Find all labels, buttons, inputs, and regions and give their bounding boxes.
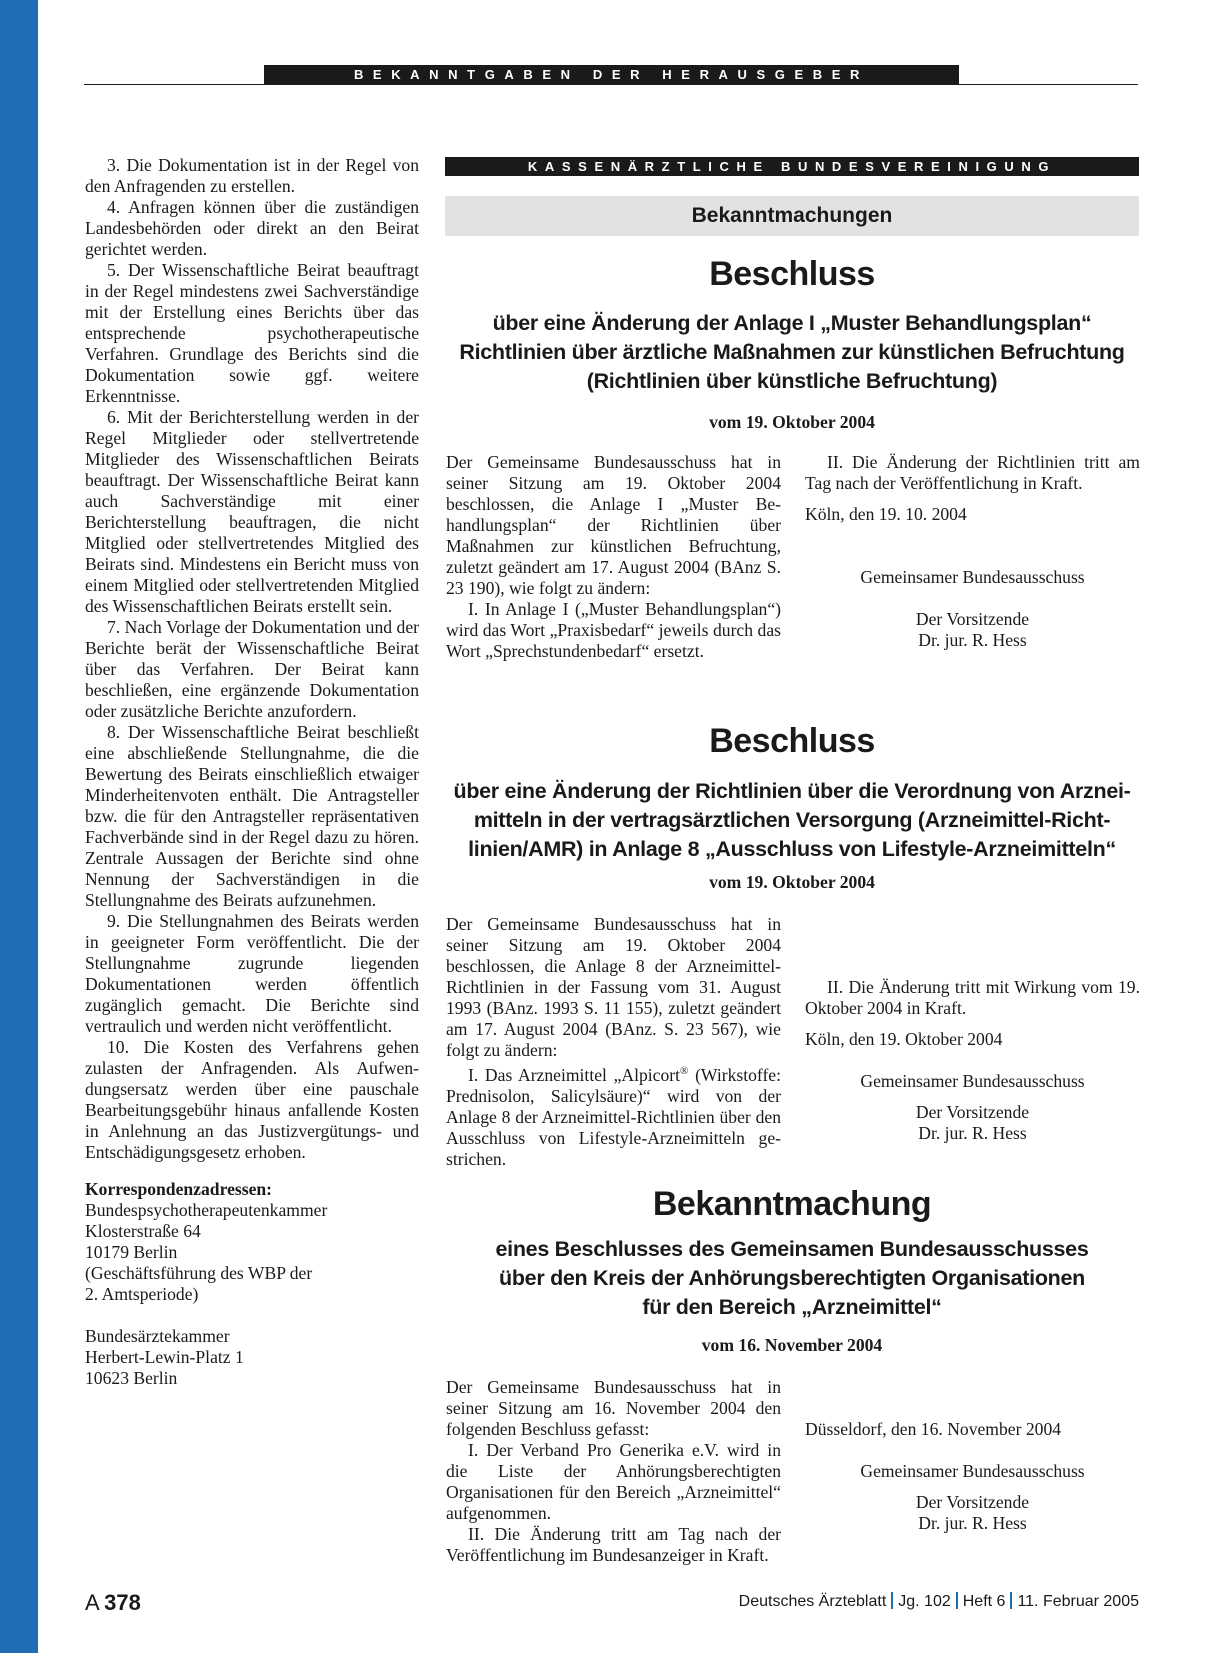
section1-left-column: [446, 452, 781, 662]
paragraph: II. Die Änderung tritt mit Wirkung vom 19. Oktober 2004 in Kraft.: [805, 977, 1140, 1018]
paragraph: Der Gemeinsame Bundesausschuss hat in seiner Sitzung am 16. November 2004 den folgenden Beschluss gefasst:: [446, 1377, 781, 1439]
header-rule: [84, 84, 1138, 85]
subtitle-line: eines Beschlusses des Gemeinsamen Bundesausschusses: [495, 1237, 1089, 1261]
signature-name: Dr. jur. R. Hess: [918, 1513, 1027, 1533]
section1-date: vom 19. Oktober 2004: [709, 412, 875, 432]
paragraph: 5. Der Wissenschaftliche Beirat beauftragt in der Regel mindestens zwei Sachverständige mit der Erstellung eines Berichts über das entsprechende psychotherapeutische Verfahren. Grundlage des Berichts sind die Dokumentation sowie ggf. weitere Erkenntnisse.: [85, 260, 419, 406]
paragraph: 3. Die Dokumentation ist in der Regel von den Anfragenden zu erstellen.: [85, 155, 419, 196]
section2-subtitle: [445, 777, 1139, 864]
subtitle-line: über den Kreis der Anhörungsberechtigten Organisationen: [499, 1266, 1085, 1290]
section1-title: Beschluss: [709, 255, 875, 293]
signature-committee: Gemeinsamer Bundesausschuss: [860, 567, 1085, 587]
signature-committee: Gemeinsamer Bundesausschuss: [860, 1461, 1085, 1481]
signature-name: Dr. jur. R. Hess: [918, 1123, 1027, 1143]
paragraph: Der Gemeinsame Bundesausschuss hat in seiner Sitzung am 19. Oktober 2004 beschlossen, die Anlage 8 der Arzneimittel-Richtlinien in der Fassung vom 31. August 1993 (BAnz. 1993 S. 11 155), zuletzt geändert am 17. August 2004 (BAnz. S. 23 567), wie folgt zu ändern:: [446, 914, 781, 1060]
page-prefix: A: [85, 1590, 100, 1615]
paragraph: Der Gemeinsame Bundesausschuss hat in seiner Sitzung am 19. Oktober 2004 beschlossen, die Anlage I „Muster Behandlungsplan“ der Richtlinien über Maßnahmen zur künstlichen Befruchtung, zuletzt geändert am 17. August 2004 (BAnz S. 23 190), wie folgt zu ändern:: [446, 452, 781, 598]
section3-date: vom 16. November 2004: [701, 1335, 883, 1355]
paragraph: 9. Die Stellungnahmen des Beirats werden in geeigneter Form veröffentlicht. Die der Stellungnahme zugrunde liegenden Dokumentationen werden öffentlich zugänglich gemacht. Die Berichte sind vertraulich und werden nicht veröffentlicht.: [85, 911, 419, 1036]
kbv-header-bar: KASSENÄRZTLICHE BUNDESVEREINIGUNG: [445, 157, 1139, 176]
signature-name: Dr. jur. R. Hess: [918, 630, 1027, 650]
subtitle-line: mitteln in der vertragsärztlichen Versorgung (Arzneimittel-Richt-: [473, 808, 1111, 832]
section3-right-column: [805, 1419, 1140, 1534]
page-edge-color-bar: [0, 0, 38, 1653]
subtitle-line: über eine Änderung der Richtlinien über die Verordnung von Arznei-: [453, 779, 1131, 803]
section1-right-column: [805, 452, 1140, 651]
subtitle-line: linien/AMR) in Anlage 8 „Ausschluss von Lifestyle-Arzneimitteln“: [468, 837, 1116, 861]
correspondence-addresses: [85, 1179, 419, 1389]
address-line: 2. Amtsperiode): [85, 1284, 199, 1304]
paragraph: I. In Anlage I („Muster Behandlungsplan“) wird das Wort „Praxisbedarf“ jeweils durch das Wort „Sprechstundenbedarf“ ersetzt.: [446, 599, 781, 661]
left-column: [85, 155, 419, 1389]
address-line: Bundespsychotherapeutenkammer: [85, 1200, 328, 1220]
place-date: Köln, den 19. Oktober 2004: [805, 1029, 1003, 1049]
page-number-value: 378: [104, 1590, 141, 1615]
section3-title: Bekanntmachung: [652, 1185, 932, 1223]
subtitle-line: über eine Änderung der Anlage I „Muster Behandlungsplan“: [492, 311, 1092, 335]
signature-committee: Gemeinsamer Bundesausschuss: [860, 1071, 1085, 1091]
section2-title: Beschluss: [709, 722, 875, 760]
paragraph: [446, 1061, 781, 1170]
addresses-heading: Korrespondenzadressen:: [85, 1179, 273, 1199]
section-header-bar: BEKANNTGABEN DER HERAUSGEBER: [264, 65, 959, 84]
journal-volume: Jg. 102: [898, 1593, 951, 1610]
section2-left-column: [446, 914, 781, 1170]
paragraph: II. Die Änderung der Richtlinien tritt am Tag nach der Veröffentlichung in Kraft.: [805, 452, 1140, 493]
paragraph: 7. Nach Vorlage der Dokumentation und der Berichte berät der Wissenschaftliche Beirat über das Verfahren. Der Beirat kann beschließen, eine ergänzende Dokumentation oder zusätzliche Berichte anzufordern.: [85, 617, 419, 721]
paragraph: II. Die Änderung tritt am Tag nach der Veröffentlichung im Bundesanzeiger in Kraft.: [446, 1524, 781, 1565]
signature-role: Der Vorsitzende: [915, 609, 1030, 629]
paragraph: 8. Der Wissenschaftliche Beirat beschließt eine abschließende Stellungnahme, die die Bewertung des Beirats einschließlich etwaiger Minderheitenvoten enthält. Die Antragsteller bzw. die für den Antragsteller repräsentativen Fachverbände sind in der Regel dazu zu hören. Zentrale Aussagen der Berichte sind ohne Nennung der Sachverständigen in die Stellungnahme des Beirats aufzunehmen.: [85, 722, 419, 910]
page-number: [85, 1590, 141, 1616]
journal-name: Deutsches Ärzteblatt: [738, 1593, 887, 1610]
section1-subtitle: [445, 309, 1139, 396]
address-line: 10179 Berlin: [85, 1242, 178, 1262]
paragraph: I. Der Verband Pro Generika e.V. wird in die Liste der Anhörungsberechtigten Organisationen für den Bereich „Arzneimittel“ aufgenommen.: [446, 1440, 781, 1523]
signature-role: Der Vorsitzende: [915, 1492, 1030, 1512]
subtitle-line: für den Bereich „Arzneimittel“: [642, 1295, 942, 1319]
section3-left-column: [446, 1377, 781, 1566]
registered-mark: ®: [680, 1065, 689, 1077]
address-line: (Geschäftsführung des WBP der: [85, 1263, 313, 1283]
address-line: Herbert-Lewin-Platz 1: [85, 1347, 244, 1367]
section2-date: vom 19. Oktober 2004: [709, 872, 875, 892]
journal-date: 11. Februar 2005: [1017, 1593, 1139, 1610]
journal-issue: Heft 6: [962, 1593, 1006, 1610]
address-line: 10623 Berlin: [85, 1368, 178, 1388]
subtitle-line: Richtlinien über ärztliche Maßnahmen zur künstlichen Befruchtung: [459, 340, 1125, 364]
paragraph: 6. Mit der Berichterstellung werden in der Regel Mitglieder oder stellvertretende Mitglieder des Wissenschaftlichen Beirats beauftragt. Der Wissenschaftliche Beirat kann auch Sachverständige mit einer Berichterstellung beauftragen, die nicht Mitglied oder stellvertretendes Mitglied des Beirats sind. Mindestens ein Bericht muss von einem Mitglied oder stellvertretenden Mitglied des Wissenschaftlichen Beirats erstellt sein.: [85, 407, 419, 616]
paragraph-text: (Wirkstoffe: Prednisolon, Salicylsäure)“ wird von der Anlage 8 der Arzneimittel-Richtlinien über den Ausschluss von Lifestyle-Arzneimitteln gestrichen.: [446, 1064, 781, 1169]
signature-role: Der Vorsitzende: [915, 1102, 1030, 1122]
paragraph: 4. Anfragen können über die zuständigen Landesbehörden oder direkt an den Beirat gerichtet werden.: [85, 197, 419, 259]
place-date: Düsseldorf, den 16. November 2004: [805, 1419, 1062, 1439]
place-date: Köln, den 19. 10. 2004: [805, 504, 967, 524]
section2-right-column: [805, 977, 1140, 1144]
section3-subtitle: [445, 1235, 1139, 1322]
announcements-box: Bekanntmachungen: [445, 196, 1139, 236]
paragraph-text: I. Das Arzneimittel „Alpicort: [468, 1064, 681, 1085]
address-line: Bundesärztekammer: [85, 1326, 230, 1346]
journal-citation: [739, 1592, 1139, 1611]
paragraph: 10. Die Kosten des Verfahrens gehen zulasten der Anfragenden. Als Aufwendungsersatz werden über eine pauschale Bearbeitungsgebühr hinaus anfallende Kosten in Anlehnung an das Justizvergütungs- und Entschädigungsgesetz erhoben.: [85, 1037, 419, 1162]
subtitle-line: (Richtlinien über künstliche Befruchtung): [586, 369, 998, 393]
address-line: Klosterstraße 64: [85, 1221, 201, 1241]
